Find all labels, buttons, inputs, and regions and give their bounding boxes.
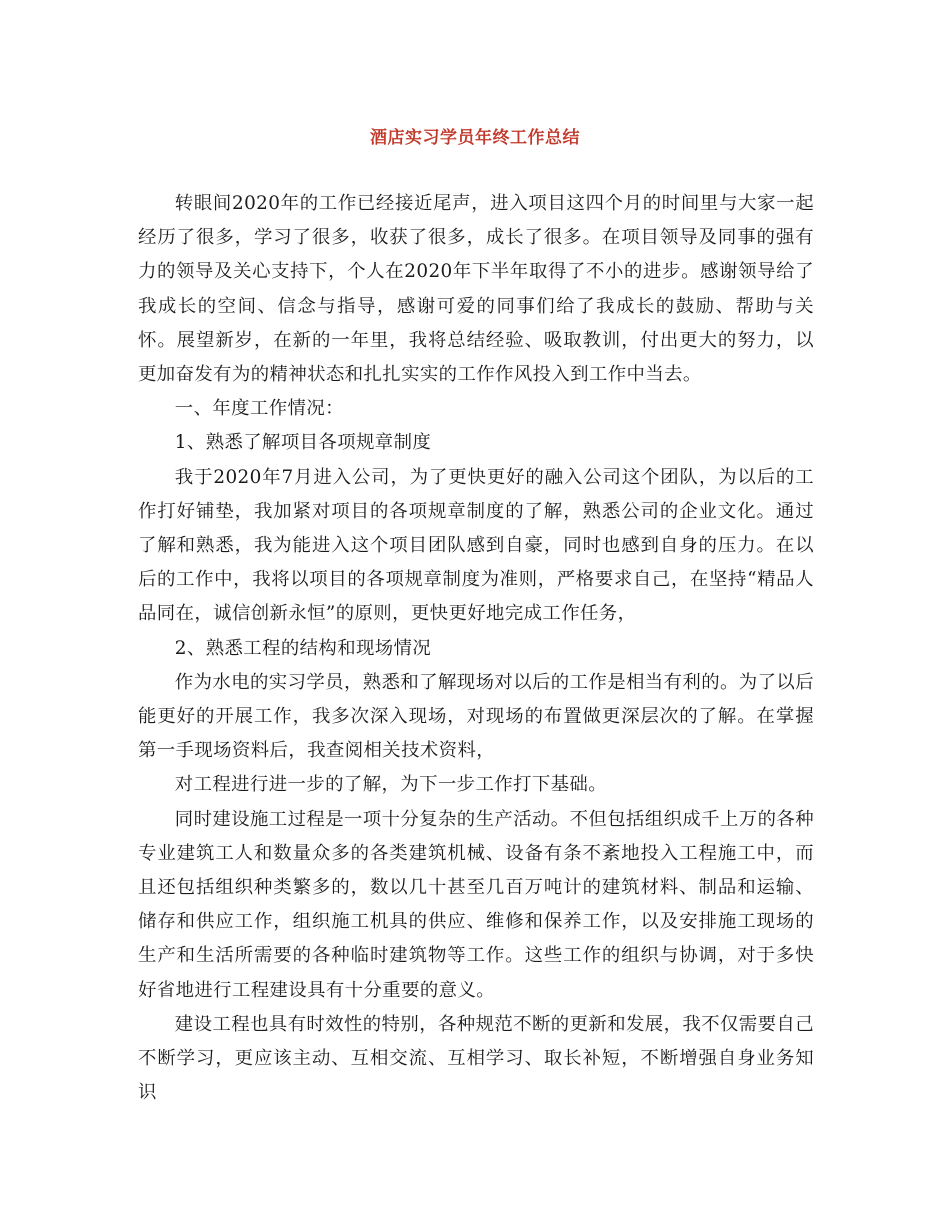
paragraph: 我于2020年7月进入公司，为了更快更好的融入公司这个团队，为以后的工作打好铺垫，我加紧对项目的各项规章制度的了解，熟悉公司的企业文化。通过了解和熟悉，我为能进入这个项目团队感到自豪，同时也感到自身的压力。在以后的工作中，我将以项目的各项规章制度为准则，严格要求自己，在坚持“精品人品同在，诚信创新永恒”的原则，更快更好地完成工作任务， bbox=[138, 466, 814, 625]
subsection-heading: 2、熟悉工程的结构和现场情况 bbox=[174, 637, 432, 659]
paragraph: 转眼间2020年的工作已经接近尾声，进入项目这四个月的时间里与大家一起经历了很多，学习了很多，收获了很多，成长了很多。在项目领导及同事的强有力的领导及关心支持下，个人在2020年下半年取得了不小的进步。感谢领导给了我成长的空间、信念与指导，感谢可爱的同事们给了我成长的鼓励、帮助与关怀。展望新岁，在新的一年里，我将总结经验、吸取教训，付出更大的努力，以更加奋发有为的精神状态和扎扎实实的工作作风投入到工作中当去。 bbox=[138, 193, 814, 386]
section-heading: 一、年度工作情况： bbox=[174, 398, 344, 420]
subsection-heading: 1、熟悉了解项目各项规章制度 bbox=[174, 432, 432, 454]
paragraph: 建设工程也具有时效性的特别，各种规范不断的更新和发展，我不仅需要自己不断学习，更应该主动、互相交流、互相学习、取长补短，不断增强自身业务知识 bbox=[138, 1013, 814, 1104]
paragraph: 作为水电的实习学员，熟悉和了解现场对以后的工作是相当有利的。为了以后能更好的开展工作，我多次深入现场，对现场的布置做更深层次的了解。在掌握第一手现场资料后，我查阅相关技术资料， bbox=[138, 671, 814, 762]
document-title: 酒店实习学员年终工作总结 bbox=[370, 128, 580, 148]
paragraph: 对工程进行进一步的了解，为下一步工作打下基础。 bbox=[174, 774, 607, 796]
paragraph: 同时建设施工过程是一项十分复杂的生产活动。不但包括组织成千上万的各种专业建筑工人和数量众多的各类建筑机械、设备有条不紊地投入工程施工中，而且还包括组织种类繁多的，数以几十甚至几百万吨计的建筑材料、制品和运输、储存和供应工作，组织施工机具的供应、维修和保养工作，以及安排施工现场的生产和生活所需要的各种临时建筑物等工作。这些工作的组织与协调，对于多快好省地进行工程建设具有十分重要的意义。 bbox=[138, 808, 814, 1001]
document-body bbox=[138, 187, 814, 1110]
